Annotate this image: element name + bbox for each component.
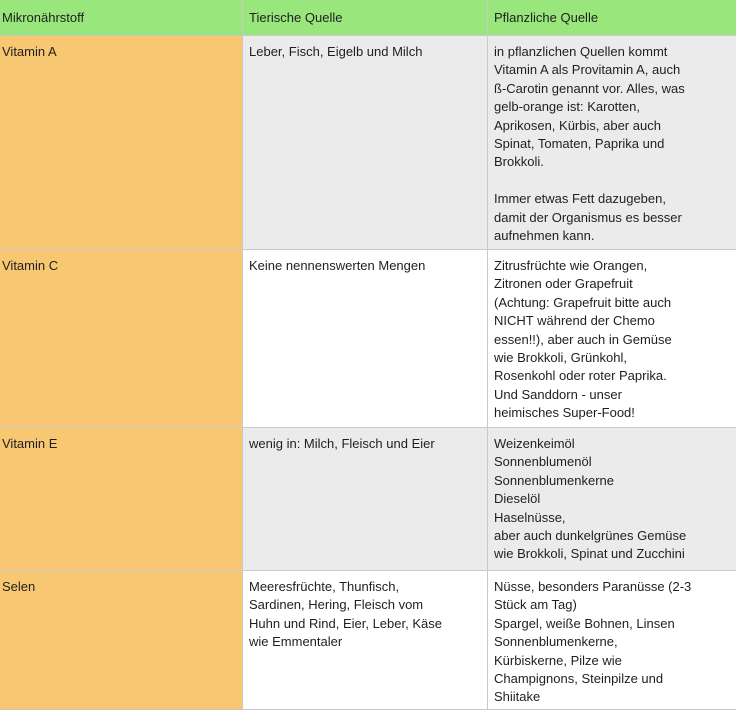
plant-source-vitamin-c: Zitrusfrüchte wie Orangen, Zitronen oder Grapefruit (Achtung: Grapefruit bitte auch NICHT während der Chemo essen!!), aber auch in Gemüse wie Brokkoli, Grünkohl, Rosenkohl oder roter Paprika. Und Sanddorn - unser heimisches Super-Food! xyxy=(488,250,736,428)
header-tierische-quelle: Tierische Quelle xyxy=(243,0,488,36)
animal-source-vitamin-e: wenig in: Milch, Fleisch und Eier xyxy=(243,428,488,571)
plant-source-vitamin-a: in pflanzlichen Quellen kommt Vitamin A als Provitamin A, auch ß-Carotin genannt vor. Alles, was gelb-orange ist: Karotten, Aprikosen, Kürbis, aber auch Spinat, Tomaten, Paprika und Brokkoli. Immer etwas Fett dazugeben, damit der Organismus es besser aufnehmen kann. xyxy=(488,36,736,250)
nutrient-cell-vitamin-a: Vitamin A xyxy=(0,36,243,250)
animal-source-selen: Meeresfrüchte, Thunfisch, Sardinen, Hering, Fleisch vom Huhn und Rind, Eier, Leber, Käse wie Emmentaler xyxy=(243,571,488,710)
animal-source-vitamin-a: Leber, Fisch, Eigelb und Milch xyxy=(243,36,488,250)
animal-source-vitamin-c: Keine nennenswerten Mengen xyxy=(243,250,488,428)
header-mikronaehrstoff: Mikronährstoff xyxy=(0,0,243,36)
nutrient-cell-selen: Selen xyxy=(0,571,243,710)
header-pflanzliche-quelle: Pflanzliche Quelle xyxy=(488,0,736,36)
nutrient-cell-vitamin-c: Vitamin C xyxy=(0,250,243,428)
nutrient-cell-vitamin-e: Vitamin E xyxy=(0,428,243,571)
plant-source-vitamin-e: Weizenkeimöl Sonnenblumenöl Sonnenblumenkerne Dieselöl Haselnüsse, aber auch dunkelgrünes Gemüse wie Brokkoli, Spinat und Zucchini xyxy=(488,428,736,571)
plant-source-selen: Nüsse, besonders Paranüsse (2-3 Stück am Tag) Spargel, weiße Bohnen, Linsen Sonnenblumenkerne, Kürbiskerne, Pilze wie Champignons, Steinpilze und Shiitake xyxy=(488,571,736,710)
